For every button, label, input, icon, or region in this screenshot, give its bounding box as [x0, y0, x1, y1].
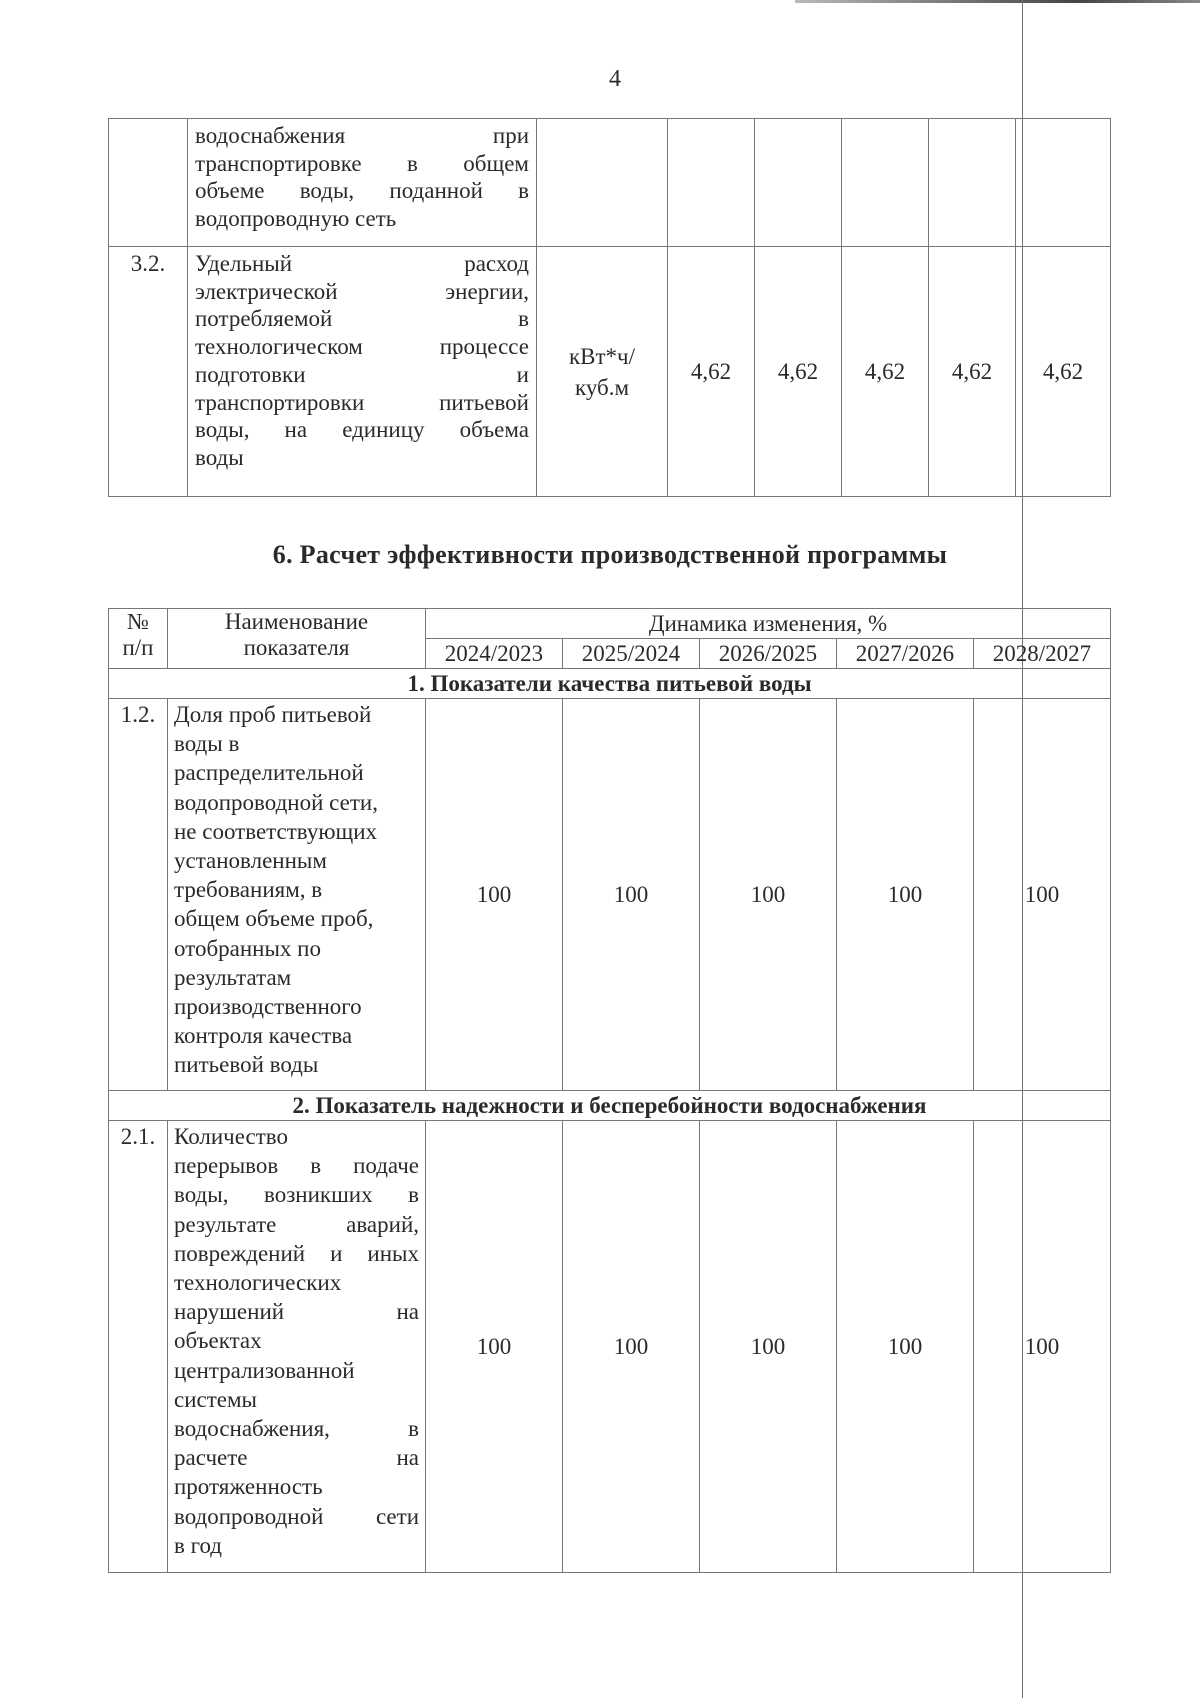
row-number — [109, 119, 188, 247]
page-number: 4 — [609, 66, 621, 92]
group-title: 1. Показатели качества питьевой воды — [109, 669, 1111, 699]
value-cell: 100 — [426, 1121, 563, 1573]
text-line: результате аварий, — [174, 1211, 419, 1237]
value-cell — [755, 119, 842, 247]
group-row — [109, 669, 1111, 699]
table-row — [109, 119, 1111, 247]
text-line: электрической энергии, — [195, 278, 529, 304]
text-line: расчете на — [174, 1445, 419, 1471]
text-line: перерывов в подаче — [174, 1153, 419, 1179]
text-line: централизованной — [174, 1357, 355, 1383]
text-line: Доля проб питьевой — [174, 702, 372, 727]
year-header: 2025/2024 — [563, 639, 700, 669]
name-header — [168, 609, 426, 669]
table-row — [109, 699, 1111, 1091]
header-line: Наименование — [224, 609, 369, 634]
value-cell: 4,62 — [755, 247, 842, 497]
value-cell: 4,62 — [1016, 247, 1111, 497]
dynamics-header: Динамика изменения, % — [426, 609, 1111, 639]
efficiency-table — [108, 608, 1111, 1573]
text-line: результатам — [174, 964, 292, 990]
text-line: объеме воды, поданной в — [195, 178, 529, 204]
value-cell: 100 — [563, 699, 700, 1091]
value-cell: 100 — [837, 699, 974, 1091]
text-line: питьевой воды — [174, 1052, 319, 1078]
group-title: 2. Показатель надежности и бесперебойности водоснабжения — [109, 1091, 1111, 1121]
text-line: не соответствующих — [174, 818, 378, 844]
num-header — [109, 609, 168, 669]
value-cell: 4,62 — [842, 247, 929, 497]
text-line: водопроводную сеть — [195, 206, 397, 232]
text-line: нарушений на — [174, 1299, 419, 1325]
value-cell: 100 — [563, 1121, 700, 1573]
value-cell: 100 — [837, 1121, 974, 1573]
header-row — [109, 609, 1111, 639]
text-line: транспортировки питьевой — [195, 389, 529, 415]
indicators-table-continued — [108, 118, 1111, 497]
unit-line: куб.м — [574, 374, 630, 400]
scan-top-edge — [795, 0, 1200, 3]
unit-line: кВт*ч/ — [568, 343, 636, 369]
text-line: водоснабжения, в — [174, 1416, 419, 1442]
text-line: производственного — [174, 994, 362, 1020]
text-line: водоснабжения при — [195, 123, 529, 148]
unit-cell — [537, 247, 668, 497]
header-line: п/п — [122, 635, 154, 660]
text-line: технологических — [174, 1270, 342, 1296]
text-line: потребляемой в — [195, 306, 529, 332]
text-line: контроля качества — [174, 1023, 353, 1049]
indicator-name — [168, 699, 426, 1091]
unit-cell — [537, 119, 668, 247]
year-header: 2028/2027 — [974, 639, 1111, 669]
text-line: технологическом процессе — [195, 334, 529, 360]
value-cell — [668, 119, 755, 247]
text-line: Удельный расход — [195, 251, 529, 276]
text-line: распределительной — [174, 760, 364, 786]
text-line: протяженность — [174, 1474, 323, 1500]
year-header: 2024/2023 — [426, 639, 563, 669]
indicator-name — [188, 247, 537, 497]
text-line: системы — [174, 1386, 257, 1412]
text-line: повреждений и иных — [174, 1240, 419, 1266]
header-line: показателя — [243, 635, 350, 660]
row-number: 1.2. — [109, 699, 168, 1091]
value-cell — [1016, 119, 1111, 247]
text-line: транспортировке в общем — [195, 150, 529, 176]
section-title: 6. Расчет эффективности производственной программы — [272, 540, 948, 569]
table-row — [109, 247, 1111, 497]
value-cell: 100 — [426, 699, 563, 1091]
value-cell: 100 — [700, 1121, 837, 1573]
text-line: воды, возникших в — [174, 1182, 419, 1208]
indicator-name — [188, 119, 537, 247]
year-header: 2026/2025 — [700, 639, 837, 669]
value-cell: 100 — [974, 1121, 1111, 1573]
value-cell — [842, 119, 929, 247]
value-cell — [929, 119, 1016, 247]
year-header: 2027/2026 — [837, 639, 974, 669]
text-line: воды в — [174, 731, 240, 757]
header-line: № — [127, 609, 149, 634]
text-line: отобранных по — [174, 935, 321, 961]
value-cell: 4,62 — [668, 247, 755, 497]
text-line: общем объеме проб, — [174, 906, 374, 932]
text-line: в год — [174, 1532, 223, 1558]
text-line: объектах — [174, 1328, 262, 1354]
value-cell: 100 — [974, 699, 1111, 1091]
text-line: водопроводной сети — [174, 1503, 419, 1529]
row-number: 2.1. — [109, 1121, 168, 1573]
table-row — [109, 1121, 1111, 1573]
text-line: подготовки и — [195, 361, 529, 387]
text-line: водопроводной сети, — [174, 789, 378, 815]
indicator-name — [168, 1121, 426, 1573]
text-line: требованиям, в — [174, 877, 323, 903]
value-cell: 4,62 — [929, 247, 1016, 497]
text-line: установленным — [174, 848, 327, 874]
group-row — [109, 1091, 1111, 1121]
row-number: 3.2. — [109, 247, 188, 497]
text-line: Количество — [174, 1124, 288, 1149]
text-line: воды — [195, 444, 244, 470]
value-cell: 100 — [700, 699, 837, 1091]
text-line: воды, на единицу объема — [195, 417, 529, 443]
